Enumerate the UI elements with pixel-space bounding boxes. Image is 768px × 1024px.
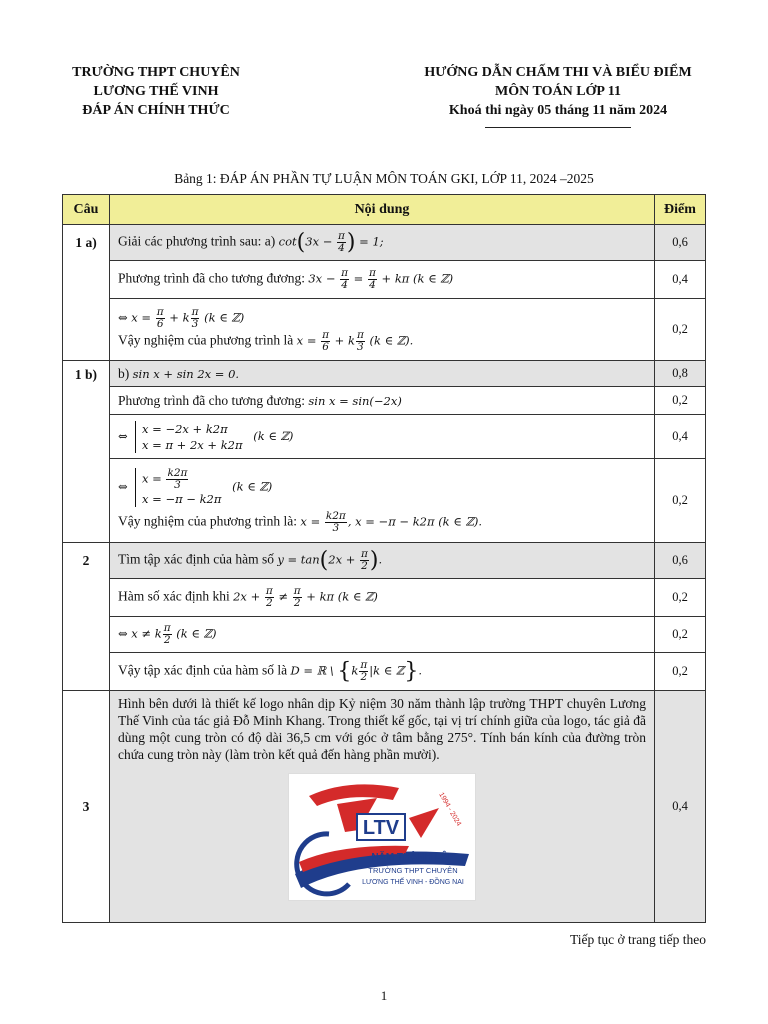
- table-header-row: [63, 195, 706, 225]
- q1a-score-1: 0,6: [655, 225, 706, 261]
- q2-step-1: Hàm số xác định khi 2x + $\frac{\pi}{2}$ ≠ $\frac{\pi}{2}$ + kπ (k ∈ ℤ): [110, 579, 655, 617]
- q2-step-3: Vậy tập xác định của hàm số là D = ℝ \ {k $\frac{\pi}{2}$ |k ∈ ℤ}.: [110, 653, 655, 691]
- school-header: [48, 63, 264, 120]
- q2-statement: Tìm tập xác định của hàm số y = tan(2x + $\frac{\pi}{2}$ ).: [110, 543, 655, 579]
- q2-score-1: 0,6: [655, 543, 706, 579]
- q1b-step-2: ⇔ x = −2x + k2π x = π + 2x + k2π (k ∈ ℤ): [110, 415, 655, 459]
- table-row: [63, 387, 706, 415]
- table-row: [63, 225, 706, 261]
- table-row: [63, 299, 706, 361]
- logo-initials: LTV: [362, 817, 400, 839]
- q1b-step-3: ⇔ x = $\frac{k2\pi}{3}$ x = −π − k2π (k ∈ ℤ) Vậy nghiệm của phương trình là: x = $\frac{k2\pi}{3}$ , x = −π − k2π (k ∈ ℤ).: [110, 459, 655, 543]
- exam-date: Khoá thi ngày 05 tháng 11 năm 2024: [448, 103, 668, 118]
- table-row: [63, 617, 706, 653]
- logo-graphic: [289, 774, 475, 900]
- question-label-2: 2: [63, 543, 110, 691]
- table-row: [63, 261, 706, 299]
- continued-note: Tiếp tục ở trang tiếp theo: [570, 932, 706, 947]
- q1b-statement: b) sin x + sin 2x = 0.: [110, 361, 655, 387]
- q2-step-2: ⇔ x ≠ k $\frac{\pi}{2}$ (k ∈ ℤ): [110, 617, 655, 653]
- q2-score-4: 0,2: [655, 653, 706, 691]
- table-row: [63, 691, 706, 923]
- anniversary-logo: [288, 773, 476, 901]
- q1a-statement: Giải các phương trình sau: a) cot(3x − $\frac{\pi}{4}$ ) = 1;: [110, 225, 655, 261]
- q1b-score-3: 0,4: [655, 415, 706, 459]
- page-number: 1: [380, 988, 388, 1003]
- exam-title-2: MÔN TOÁN LỚP 11: [495, 84, 621, 99]
- table-caption: Bảng 1: ĐÁP ÁN PHẦN TỰ LUẬN MÔN TOÁN GKI, LỚP 11, 2024 –2025: [174, 171, 594, 186]
- q1a-step-1: Phương trình đã cho tương đương: 3x − $\frac{\pi}{4}$ = $\frac{\pi}{4}$ + kπ (k ∈ ℤ): [110, 261, 655, 299]
- q1a-step-2: ⇔ x = $\frac{\pi}{6}$ + k $\frac{\pi}{3}$ (k ∈ ℤ) Vậy nghiệm của phương trình là x = $\frac{\pi}{6}$ + k $\frac{\pi}{3}$ (k ∈ ℤ).: [110, 299, 655, 361]
- question-label-3: 3: [63, 691, 110, 923]
- q1b-score-1: 0,8: [655, 361, 706, 387]
- q1b-step-1: Phương trình đã cho tương đương: sin x = sin(−2x): [110, 387, 655, 415]
- header-noidung: Nội dung: [110, 195, 655, 225]
- exam-header: [398, 63, 718, 128]
- logo-years: 1994 - 2024: [437, 791, 463, 828]
- q3-score: 0,4: [655, 691, 706, 923]
- header-cau: Câu: [63, 195, 110, 225]
- table-row: [63, 579, 706, 617]
- question-label-1b: 1 b): [63, 361, 110, 543]
- exam-title-1: HƯỚNG DẪN CHẤM THI VÀ BIỂU ĐIỂM: [424, 65, 692, 80]
- header-diem: Điểm: [655, 195, 706, 225]
- school-line-2: LƯƠNG THẾ VINH: [93, 84, 219, 99]
- logo-line-2: TRƯỜNG THPT CHUYÊN: [368, 866, 458, 875]
- q1b-score-2: 0,2: [655, 387, 706, 415]
- logo-line-3: LƯƠNG THẾ VINH - ĐỒNG NAI: [362, 879, 464, 886]
- school-line-1: TRƯỜNG THPT CHUYÊN: [72, 65, 240, 80]
- q1a-score-3: 0,2: [655, 299, 706, 361]
- answer-table: [62, 194, 706, 923]
- table-row: [63, 361, 706, 387]
- header-divider: [485, 127, 631, 128]
- q3-statement: [110, 691, 655, 923]
- table-row: [63, 653, 706, 691]
- q1b-score-4: 0,2: [655, 459, 706, 543]
- q2-score-2: 0,2: [655, 579, 706, 617]
- q1a-score-2: 0,4: [655, 261, 706, 299]
- table-row: [63, 415, 706, 459]
- school-line-3: ĐÁP ÁN CHÍNH THỨC: [82, 103, 230, 118]
- question-label-1a: 1 a): [63, 225, 110, 361]
- logo-line-1: NĂM THÀNH LẬP: [371, 852, 455, 863]
- q2-score-3: 0,2: [655, 617, 706, 653]
- table-row: [63, 459, 706, 543]
- q3-text: Hình bên dưới là thiết kế logo nhân dịp Kỷ niệm 30 năm thành lập trường THPT chuyên Lương Thế Vinh của tác giả Đỗ Minh Khang. Trong thiết kế gốc, tại vị trí chính giữa của logo, tác giả đã dùng một cung tròn có độ dài 36,5 cm với góc ở tâm bằng 275°. Tính bán kính của đường tròn chứa cung tròn này (làm tròn kết quả đến hàng phần mười).: [118, 696, 646, 762]
- table-row: [63, 543, 706, 579]
